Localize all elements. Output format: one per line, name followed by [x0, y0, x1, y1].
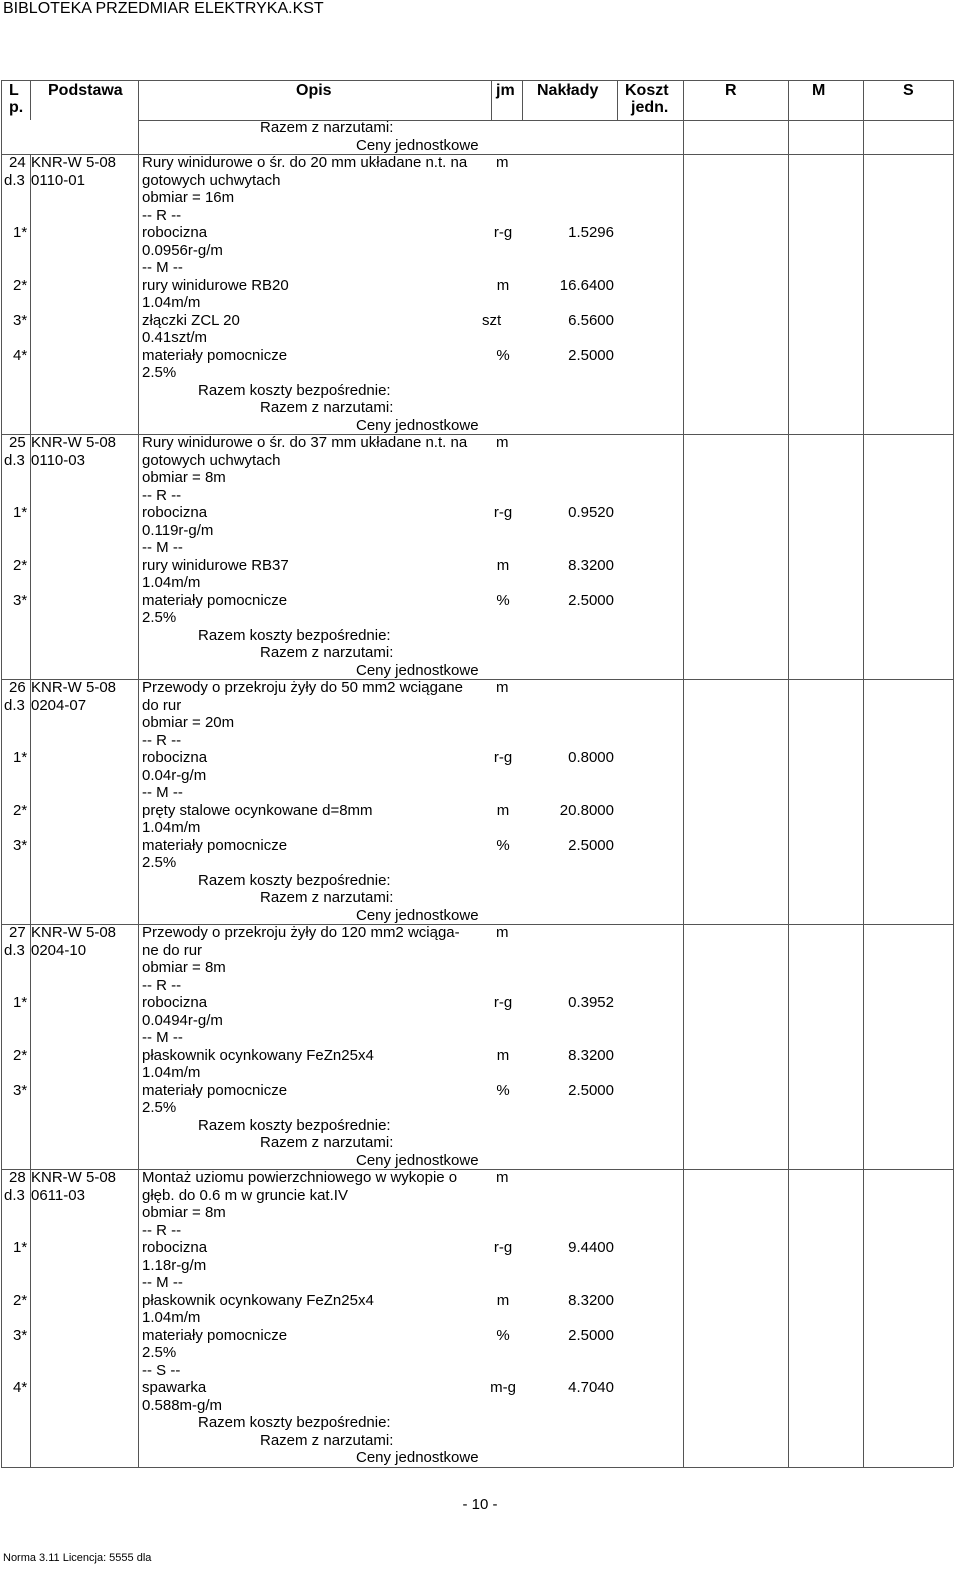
- item-jm: m: [496, 154, 509, 171]
- item-podstawa-code: 0611-03: [31, 1186, 85, 1204]
- resource-naklady: 4.7040: [568, 1379, 614, 1396]
- resource-norm: 0.0494r-g/m: [142, 1011, 223, 1029]
- resource-norm: 2.5%: [142, 609, 177, 626]
- column-divider-lp: [30, 154, 31, 434]
- header-lp: p.: [9, 99, 24, 116]
- item-lp: 25: [9, 434, 26, 451]
- resource-jm: r-g: [493, 749, 513, 766]
- resource-index: 3*: [13, 1326, 28, 1344]
- resource-jm: m: [496, 801, 510, 819]
- table-bottom-border: [1, 1467, 953, 1468]
- resource-name: spawarka: [142, 1379, 207, 1396]
- header-koszt: jedn.: [631, 99, 669, 116]
- column-divider-lp: [30, 1169, 31, 1467]
- column-divider-m: [863, 80, 864, 1467]
- item-description: Przewody o przekroju żyły do 50 mm2 wciągane: [142, 679, 463, 696]
- resource-norm: 2.5%: [142, 1099, 177, 1116]
- ceny-jednostkowe: Ceny jednostkowe: [356, 906, 479, 924]
- resource-norm: 0.0956r-g/m: [142, 241, 223, 259]
- resource-naklady: 6.5600: [568, 311, 614, 329]
- resource-naklady: 20.8000: [559, 801, 614, 819]
- item-podstawa: KNR-W 5-08: [31, 924, 117, 941]
- resource-name: rury winidurowe RB20: [142, 276, 289, 294]
- item-description: Rury winidurowe o śr. do 37 mm układane n.t. na: [142, 434, 468, 451]
- item-lp: 27: [9, 924, 26, 941]
- resource-name: płaskownik ocynkowany FeZn25x4: [142, 1046, 374, 1064]
- resource-jm: %: [496, 1081, 510, 1099]
- razem-z-narzutami: Razem z narzutami:: [260, 119, 394, 136]
- item-description: gotowych uchwytach: [142, 171, 281, 189]
- item-lp-suffix: d.3: [4, 941, 25, 959]
- item-podstawa: KNR-W 5-08: [31, 434, 117, 451]
- column-divider-lp: [30, 80, 31, 120]
- item-description: obmiar = 8m: [142, 959, 226, 976]
- resource-section: -- M --: [142, 539, 183, 556]
- ceny-jednostkowe: Ceny jednostkowe: [356, 661, 479, 679]
- column-divider-naklady: [617, 80, 618, 120]
- resource-norm: 2.5%: [142, 1344, 177, 1361]
- resource-jm: %: [496, 591, 510, 609]
- item-podstawa-code: 0110-01: [31, 171, 85, 189]
- resource-naklady: 0.9520: [568, 504, 614, 521]
- resource-name: materiały pomocnicze: [142, 346, 288, 364]
- resource-section: -- R --: [142, 976, 182, 994]
- resource-section: -- R --: [142, 486, 182, 504]
- item-description: do rur: [142, 696, 182, 714]
- item-description: obmiar = 20m: [142, 714, 235, 731]
- resource-norm: 0.119r-g/m: [142, 521, 214, 539]
- resource-section: -- R --: [142, 206, 182, 224]
- resource-index: 1*: [13, 1239, 28, 1256]
- header-m: M: [812, 82, 826, 99]
- resource-jm: m-g: [490, 1379, 516, 1396]
- column-divider-koszt: [683, 80, 684, 1467]
- resource-naklady: 0.8000: [568, 749, 614, 766]
- ceny-jednostkowe: Ceny jednostkowe: [356, 416, 479, 434]
- item-description: ne do rur: [142, 941, 203, 959]
- resource-name: rury winidurowe RB37: [142, 556, 289, 574]
- resource-naklady: 2.5000: [568, 591, 614, 609]
- item-description: obmiar = 16m: [142, 189, 235, 206]
- resource-section: -- R --: [142, 731, 182, 749]
- header-r: R: [725, 82, 737, 99]
- razem-z-narzutami: Razem z narzutami:: [260, 1134, 394, 1151]
- resource-jm: m: [496, 1046, 510, 1064]
- item-lp-suffix: d.3: [4, 1186, 25, 1204]
- cost-estimate-table: [1, 80, 953, 1475]
- resource-section: -- M --: [142, 1029, 183, 1046]
- resource-name: robocizna: [142, 504, 208, 521]
- item-lp: 28: [9, 1169, 26, 1186]
- item-lp: 26: [9, 679, 26, 696]
- resource-jm: r-g: [493, 994, 513, 1011]
- razem-z-narzutami: Razem z narzutami:: [260, 399, 394, 416]
- resource-jm: %: [496, 836, 510, 854]
- resource-naklady: 8.3200: [568, 1291, 614, 1309]
- resource-section: -- R --: [142, 1221, 182, 1239]
- resource-section: -- S --: [142, 1361, 181, 1379]
- resource-naklady: 9.4400: [568, 1239, 614, 1256]
- resource-name: materiały pomocnicze: [142, 1326, 288, 1344]
- resource-name: robocizna: [142, 994, 208, 1011]
- resource-norm: 1.04m/m: [142, 574, 201, 591]
- resource-norm: 1.04m/m: [142, 1309, 201, 1326]
- resource-jm: %: [496, 346, 510, 364]
- item-description: głęb. do 0.6 m w gruncie kat.IV: [142, 1186, 348, 1204]
- item-jm: m: [496, 434, 509, 451]
- resource-jm: szt: [482, 311, 502, 329]
- item-description: Montaż uziomu powierzchniowego w wykopie o: [142, 1169, 458, 1186]
- resource-jm: r-g: [493, 504, 513, 521]
- resource-naklady: 16.6400: [559, 276, 614, 294]
- resource-norm: 0.588m-g/m: [142, 1396, 223, 1414]
- resource-index: 3*: [13, 836, 28, 854]
- item-jm: m: [496, 679, 509, 696]
- razem-koszty-bezposrednie: Razem koszty bezpośrednie:: [198, 626, 391, 644]
- resource-norm: 2.5%: [142, 364, 177, 381]
- resource-norm: 1.04m/m: [142, 1064, 201, 1081]
- column-divider-jm: [522, 80, 523, 120]
- header-s: S: [903, 82, 914, 99]
- header-lp: L: [9, 82, 19, 99]
- header-jm: jm: [496, 82, 515, 99]
- resource-name: płaskownik ocynkowany FeZn25x4: [142, 1291, 374, 1309]
- resource-norm: 1.04m/m: [142, 819, 201, 836]
- resource-norm: 0.04r-g/m: [142, 766, 207, 784]
- resource-index: 3*: [13, 1081, 28, 1099]
- razem-z-narzutami: Razem z narzutami:: [260, 644, 394, 661]
- razem-koszty-bezposrednie: Razem koszty bezpośrednie:: [198, 1414, 391, 1431]
- resource-jm: r-g: [493, 1239, 513, 1256]
- razem-koszty-bezposrednie: Razem koszty bezpośrednie:: [198, 1116, 391, 1134]
- razem-z-narzutami: Razem z narzutami:: [260, 1431, 394, 1449]
- item-podstawa: KNR-W 5-08: [31, 154, 117, 171]
- resource-index: 3*: [13, 311, 28, 329]
- item-description: gotowych uchwytach: [142, 451, 281, 469]
- resource-index: 1*: [13, 994, 28, 1011]
- resource-name: złączki ZCL 20: [142, 311, 240, 329]
- resource-index: 2*: [13, 556, 28, 574]
- razem-z-narzutami: Razem z narzutami:: [260, 889, 394, 906]
- header-opis: Opis: [296, 82, 332, 99]
- item-podstawa-code: 0204-07: [31, 696, 87, 714]
- item-description: obmiar = 8m: [142, 1204, 226, 1221]
- resource-norm: 1.04m/m: [142, 294, 201, 311]
- column-divider-lp: [30, 679, 31, 924]
- resource-section: -- M --: [142, 259, 183, 276]
- razem-koszty-bezposrednie: Razem koszty bezpośrednie:: [198, 381, 391, 399]
- item-description: Rury winidurowe o śr. do 20 mm układane n.t. na: [142, 154, 468, 171]
- resource-naklady: 2.5000: [568, 1326, 614, 1344]
- resource-index: 4*: [13, 346, 28, 364]
- item-lp-suffix: d.3: [4, 451, 25, 469]
- item-podstawa-code: 0110-03: [31, 451, 85, 469]
- resource-index: 4*: [13, 1379, 28, 1396]
- resource-jm: r-g: [493, 224, 513, 241]
- header-naklady: Nakłady: [537, 82, 599, 99]
- header-podstawa: Podstawa: [48, 82, 123, 99]
- resource-jm: %: [496, 1326, 510, 1344]
- resource-name: materiały pomocnicze: [142, 591, 288, 609]
- resource-name: robocizna: [142, 1239, 208, 1256]
- document-title: BIBLOTEKA PRZEDMIAR ELEKTRYKA.KST: [3, 0, 324, 17]
- item-description: Przewody o przekroju żyły do 120 mm2 wciąga-: [142, 924, 460, 941]
- resource-norm: 0.41szt/m: [142, 329, 208, 346]
- item-lp-suffix: d.3: [4, 171, 25, 189]
- resource-index: 2*: [13, 801, 28, 819]
- resource-index: 1*: [13, 749, 28, 766]
- resource-jm: m: [496, 1291, 510, 1309]
- resource-name: materiały pomocnicze: [142, 836, 288, 854]
- column-divider-lp: [30, 924, 31, 1169]
- resource-index: 1*: [13, 224, 28, 241]
- item-jm: m: [496, 1169, 509, 1186]
- resource-jm: m: [496, 276, 510, 294]
- table-right-border: [953, 80, 954, 1467]
- page-number: - 10 -: [462, 1496, 498, 1513]
- razem-koszty-bezposrednie: Razem koszty bezpośrednie:: [198, 871, 391, 889]
- resource-norm: 1.18r-g/m: [142, 1256, 207, 1274]
- item-podstawa-code: 0204-10: [31, 941, 87, 959]
- resource-index: 1*: [13, 504, 28, 521]
- resource-index: 2*: [13, 1046, 28, 1064]
- resource-naklady: 0.3952: [568, 994, 614, 1011]
- column-divider-podstawa: [138, 80, 139, 1467]
- resource-index: 2*: [13, 276, 28, 294]
- resource-naklady: 8.3200: [568, 556, 614, 574]
- ceny-jednostkowe: Ceny jednostkowe: [356, 1151, 479, 1169]
- item-podstawa: KNR-W 5-08: [31, 679, 117, 696]
- resource-name: materiały pomocnicze: [142, 1081, 288, 1099]
- table-left-border: [1, 80, 2, 1467]
- item-lp-suffix: d.3: [4, 696, 25, 714]
- resource-naklady: 1.5296: [568, 224, 614, 241]
- resource-index: 3*: [13, 591, 28, 609]
- item-jm: m: [496, 924, 509, 941]
- ceny-jednostkowe: Ceny jednostkowe: [356, 1449, 479, 1466]
- item-description: obmiar = 8m: [142, 469, 226, 486]
- resource-norm: 2.5%: [142, 854, 177, 871]
- item-podstawa: KNR-W 5-08: [31, 1169, 117, 1186]
- footer-license: Norma 3.11 Licencja: 5555 dla: [3, 1552, 152, 1564]
- column-divider-r: [788, 80, 789, 1467]
- resource-name: robocizna: [142, 224, 208, 241]
- resource-section: -- M --: [142, 784, 183, 801]
- resource-naklady: 2.5000: [568, 836, 614, 854]
- column-divider-lp: [30, 434, 31, 679]
- item-lp: 24: [9, 154, 26, 171]
- column-divider-opis: [491, 80, 492, 120]
- table-top-border: [1, 80, 953, 81]
- resource-name: pręty stalowe ocynkowane d=8mm: [142, 801, 373, 819]
- resource-name: robocizna: [142, 749, 208, 766]
- resource-naklady: 2.5000: [568, 346, 614, 364]
- header-koszt: Koszt: [625, 82, 669, 99]
- resource-naklady: 8.3200: [568, 1046, 614, 1064]
- resource-section: -- M --: [142, 1274, 183, 1291]
- resource-index: 2*: [13, 1291, 28, 1309]
- resource-naklady: 2.5000: [568, 1081, 614, 1099]
- ceny-jednostkowe: Ceny jednostkowe: [356, 136, 479, 154]
- resource-jm: m: [496, 556, 510, 574]
